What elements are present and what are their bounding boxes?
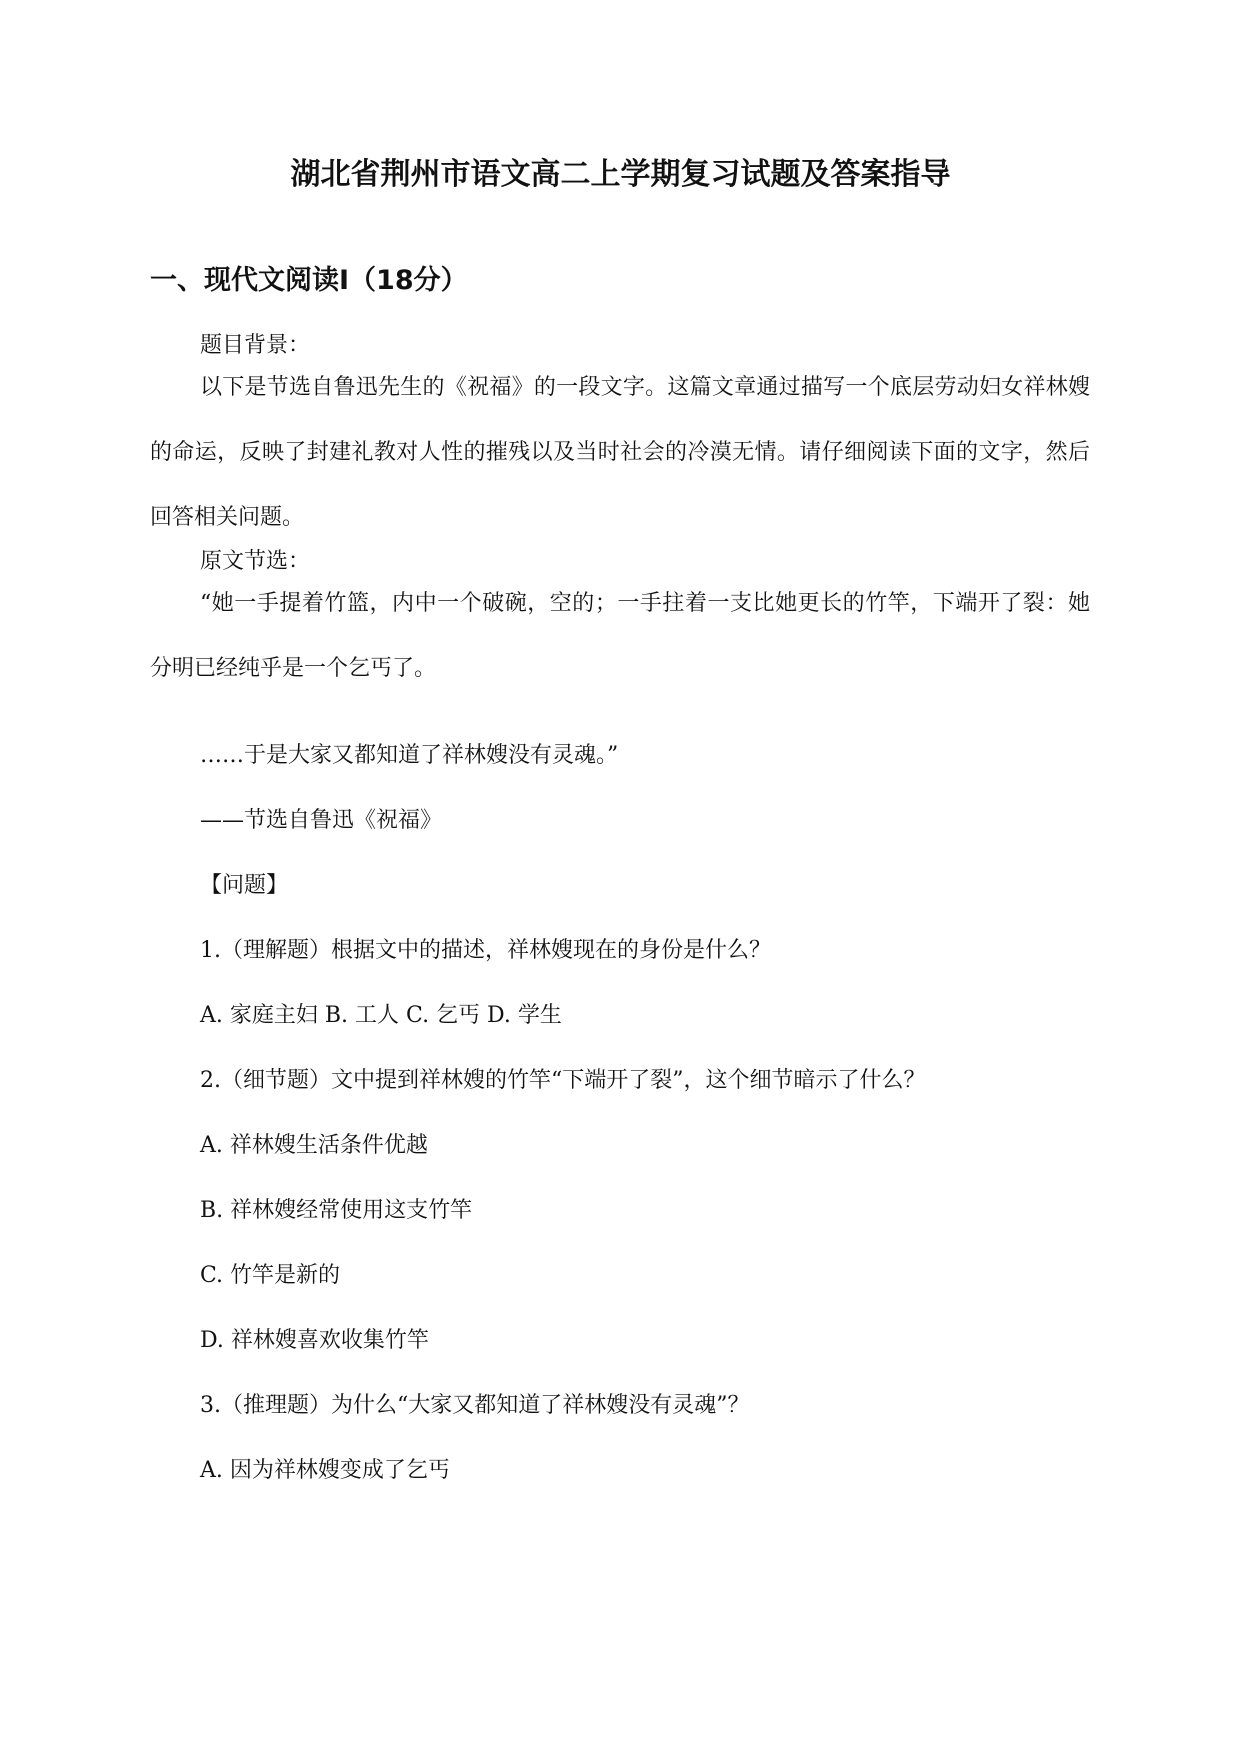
page-title: 湖北省荆州市语文高二上学期复习试题及答案指导	[290, 157, 951, 192]
question-2: 2.（细节题）文中提到祥林嫂的竹竿“下端开了裂”，这个细节暗示了什么？	[200, 1068, 926, 1093]
question-2-option-b: B. 祥林嫂经常使用这支竹竿	[200, 1198, 473, 1223]
question-3-option-a: A. 因为祥林嫂变成了乞丐	[200, 1458, 450, 1483]
excerpt-source: ——节选自鲁迅《祝福》	[200, 808, 443, 833]
question-2-option-c: C. 竹竿是新的	[200, 1263, 341, 1288]
question-1-options: A. 家庭主妇 B. 工人 C. 乞丐 D. 学生	[200, 1003, 562, 1028]
excerpt-paragraph: “她一手提着竹篮，内中一个破碗，空的；一手拄着一支比她更长的竹竿，下端开了裂：她分明已经纯乎是一个乞丐了。	[150, 591, 1090, 681]
question-2-option-a: A. 祥林嫂生活条件优越	[200, 1133, 428, 1158]
background-paragraph: 以下是节选自鲁迅先生的《祝福》的一段文字。这篇文章通过描写一个底层劳动妇女祥林嫂的命运，反映了封建礼教对人性的摧残以及当时社会的冷漠无情。请仔细阅读下面的文字，然后回答相关问题。	[150, 375, 1090, 530]
question-2-option-d: D. 祥林嫂喜欢收集竹竿	[200, 1328, 429, 1353]
background-label: 题目背景：	[200, 333, 311, 358]
section-heading: 一、现代文阅读Ⅰ（18分）	[150, 265, 468, 296]
questions-label: 【问题】	[200, 873, 289, 898]
question-3: 3.（推理题）为什么“大家又都知道了祥林嫂没有灵魂”？	[200, 1393, 750, 1418]
question-1: 1.（理解题）根据文中的描述，祥林嫂现在的身份是什么？	[200, 938, 771, 963]
excerpt-label: 原文节选：	[200, 549, 311, 574]
excerpt-ending: ……于是大家又都知道了祥林嫂没有灵魂。”	[200, 743, 619, 768]
